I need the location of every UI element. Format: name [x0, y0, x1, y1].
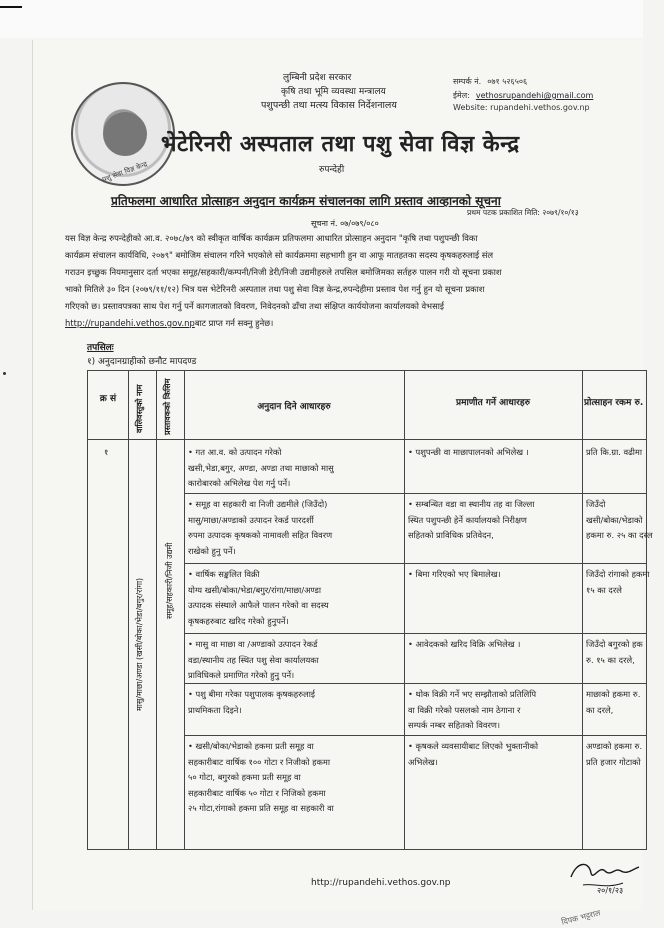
- paragraph-line: यस विज्ञ केन्द्र रुपन्देहीको आ.व. २०७८/७९ को स्वीकृत वार्षिक कार्यक्रम प्रतिफलमा आधारित प्रोत्साहन अनुदान "कृषि तथा पशुपन्छी विका: [65, 233, 478, 243]
- evidence-cell: [408, 497, 580, 544]
- table-header-divider: [88, 439, 646, 440]
- header-amount: प्रोत्साहन रकम रु.: [584, 398, 644, 408]
- signature-stamp: दिपक भट्टराल: [560, 908, 602, 927]
- paragraph-link-line: [65, 315, 644, 332]
- office-district: रुपन्देही: [319, 165, 345, 175]
- criteria-cell: [188, 497, 402, 559]
- office-seal-logo: [71, 82, 175, 186]
- amount-cell: [586, 497, 653, 544]
- criteria-cell: [188, 687, 402, 718]
- beneficiary-value: समूह/सहकारी/निजी उद्यमी: [165, 542, 174, 619]
- header-ministry: कृषि तथा भूमि व्यवस्था मन्त्रालय: [281, 87, 386, 97]
- commodity-value: मासु/माछा/अण्डा (खसी/बोका/भेडा/बगुर/रांगा): [135, 577, 144, 711]
- criteria-cell-line: कारोबारको अभिलेख पेश गर्नु पर्ने।: [188, 478, 291, 488]
- contact-email-label: ईमेल:: [453, 91, 470, 100]
- header-commodity: वालिवस्तुको नाम: [135, 384, 144, 433]
- table-divider: [404, 371, 405, 849]
- table-divider: [184, 371, 185, 849]
- evidence-cell: [408, 637, 580, 653]
- evidence-cell-line: अभिलेख।: [408, 756, 438, 767]
- first-published-date: प्रथम पटक प्रकाशित मिति: २०७९/१०/१३: [467, 208, 579, 217]
- amount-cell: [586, 637, 648, 668]
- criteria-cell-line: • मासु वा माछा वा /अण्डाको उत्पादन रेकर्ड: [188, 639, 318, 649]
- evidence-cell-line: • सम्बन्धित वडा वा स्थानीय तह वा जिल्ला: [408, 499, 535, 509]
- table-divider: [156, 371, 157, 849]
- criteria-cell-line: • खसी/बोका/भेडाको हकमा प्रती समूह वा: [188, 741, 314, 751]
- evidence-cell-line: • थोक विक्री गर्ने भए सम्झौताको प्रतिलिपि: [408, 689, 537, 699]
- criteria-cell-line: सहकारीबाट वार्षिक ५० गोटा र निजिको हकमा: [188, 787, 326, 798]
- evidence-cell: [408, 445, 580, 461]
- criteria-cell-line: खसी,भेडा,बगुर, अण्डा, अण्डा तथा माछाको मासु: [188, 462, 334, 473]
- criteria-cell-line: • समूह वा सहकारी वा निजी उद्यमीले (जिउँदो): [188, 499, 328, 509]
- row-divider: [184, 493, 646, 494]
- criteria-cell-line: प्राथमिकता दिइने।: [188, 704, 242, 715]
- criteria-cell-line: ५० गोटा, बगुरको हकमा प्रती समूह वा: [188, 772, 301, 782]
- evidence-cell-line: • बिमा गरिएको भए बिमालेख।: [408, 569, 501, 579]
- document-page: [32, 40, 653, 927]
- header-criteria: अनुदान दिने आधारहरु: [257, 402, 331, 412]
- contact-phone: [453, 76, 527, 87]
- evidence-cell: [408, 687, 580, 734]
- scan-mark: [0, 6, 22, 8]
- amount-cell-line: रु. १५ का दरले,: [586, 654, 635, 665]
- criteria-cell: [188, 567, 402, 629]
- row-divider: [184, 735, 646, 736]
- criteria-cell: [188, 637, 402, 684]
- table-divider: [128, 371, 129, 849]
- evidence-cell-line: सम्पर्क नम्बर सहितको विवरण।: [408, 720, 501, 730]
- criteria-cell-line: उत्पादक संस्थाले आफैले पालन गरेको वा सदस्य: [188, 600, 329, 610]
- header-beneficiary: प्रस्तावकको किसिम: [163, 378, 172, 435]
- evidence-cell-line: • पशुपन्छी वा माछापालनको अभिलेख ।: [408, 447, 529, 457]
- link-suffix: बाट प्राप्त गर्न सक्नु हुनेछ।: [194, 318, 274, 328]
- notice-ref-number: सूचना नं. ०७/०७९/०८०: [311, 219, 379, 228]
- amount-cell-line: खसी/बोका/भेडाको: [586, 514, 643, 525]
- sn-value: १: [104, 447, 109, 457]
- table-divider: [582, 371, 583, 849]
- evidence-cell-line: सहितको प्राविधिक प्रतिवेदन,: [408, 530, 494, 540]
- amount-cell-line: जिउँदो बगुरको हक: [586, 639, 643, 649]
- criteria-cell-line: • गत आ.व. को उत्पादन गरेको: [188, 447, 282, 457]
- criteria-cell-line: • वार्षिक सङ्कलित विक्री: [188, 569, 260, 579]
- evidence-cell: [408, 567, 580, 583]
- criteria-cell: [188, 445, 402, 492]
- scan-border: [0, 0, 643, 38]
- criteria-cell-line: २५ गोटा,रांगाको हकमा प्रति समूह वा सहकारी वा: [188, 803, 334, 813]
- criteria-cell-line: वडा/स्थानीय तह स्थित पशु सेवा कार्यालयका: [188, 654, 319, 665]
- seal-emblem-icon: [103, 112, 147, 156]
- row-divider: [184, 563, 646, 564]
- notice-paragraph: [65, 230, 644, 332]
- amount-cell-line: हकमा रु. २५ का दरल: [586, 530, 653, 540]
- evidence-cell-line: • आवेदकको खरिद विक्रि अभिलेख ।: [408, 639, 521, 649]
- criteria-cell-line: योग्य खसी/बोका/भेडा/बगुर/रांगा/माछा/अण्डा: [188, 584, 321, 595]
- criteria-cell-line: प्राविधिकले प्रमाणित गरेको हुनु पर्ने।: [188, 670, 295, 680]
- paragraph-line: गरिएको छ। प्रस्तावपत्रका साथ पेश गर्नु पर्ने कागजातको विवरण, निवेदनको ढाँचा तथा संक्षिप्त कार्ययोजना कार्यालयको वेभसाई: [65, 301, 445, 311]
- paragraph-line: कार्यक्रम संचालन कार्यविधि, २०७९" बमोजिम संचालन गरिने भएकोले सो कार्यक्रममा सहभागी हुन वा आफू मातहतका सदस्य कृषकहरुलाई संल: [65, 250, 494, 260]
- contact-phone-label: सम्पर्क नं.: [453, 77, 482, 86]
- criteria-cell-line: राखेको हुनु पर्ने।: [188, 545, 236, 556]
- criteria-cell-line: रुपमा उत्पादक कृषकको नामावली सहित विवरण: [188, 530, 333, 540]
- amount-cell-line: का दरले,: [586, 704, 614, 715]
- signature-image: [563, 855, 643, 895]
- amount-cell-line: जिउँदो: [586, 499, 606, 509]
- header-sn: क्र सं: [99, 394, 117, 404]
- header-directorate: पशुपन्छी तथा मत्स्य विकास निर्देशनालय: [261, 100, 397, 111]
- notice-title: प्रतिफलमा आधारित प्रोत्साहन अनुदान कार्यक्रम संचालनका लागि प्रस्ताव आव्हानको सूचना: [111, 194, 501, 208]
- evidence-cell-line: स्थित पशुपन्छी हेर्ने कार्यालयको निरीक्षण: [408, 514, 527, 525]
- amount-cell-line: माछाको हकमा रु.: [586, 689, 641, 699]
- paragraph-line: गराउन इच्छुक नियमानुसार दर्ता भएका समूह/सहकारी/कम्पनी/निजी डेरी/निजी उद्यमीहरुले तपसिल बमोजिमका सर्तहरु पालन गरी यो सूचना प्रकाश: [65, 267, 502, 277]
- amount-cell-line: प्रति हजार गोटाको: [586, 756, 641, 767]
- signature-date: २०/१/२३: [597, 886, 624, 895]
- header-evidence: प्रमाणीत गर्ने आधारहरु: [455, 398, 531, 408]
- evidence-cell-line: वा विक्री गरेको पसलको नाम ठेगाना र: [408, 704, 521, 715]
- footer-url[interactable]: http://rupandehi.vethos.gov.np: [311, 878, 451, 888]
- row-divider: [184, 633, 646, 634]
- criteria-table: [87, 370, 653, 850]
- office-title: भेटेरिनरी अस्पताल तथा पशु सेवा विज्ञ केन्द्र: [161, 131, 520, 157]
- amount-cell-line: अण्डाको हकमा रु.: [586, 741, 643, 751]
- amount-cell: [586, 739, 648, 770]
- criteria-cell: [188, 739, 402, 817]
- contact-email: [453, 90, 593, 101]
- paragraph-line: भाको मितिले ३० दिन (२०७९/११/१२) भित्र यस भेटेरिनरी अस्पताल तथा पशु सेवा विज्ञ केन्द्र,रुपन्देहीमा प्रस्ताव पेश गर्नु हुन यो सूचना प्रकाश: [65, 284, 485, 294]
- amount-cell-line: जिउँदो रांगाको हकमा: [586, 569, 650, 579]
- criteria-cell-line: कृषकहरुबाट खरिद गरेको हुनुपर्ने।: [188, 615, 289, 626]
- header-province: लुम्बिनी प्रदेश सरकार: [283, 73, 352, 83]
- criteria-cell-line: सहकारीबाट वार्षिक १०० गोटा र निजीको हकमा: [188, 756, 331, 767]
- criteria-cell-line: • पशु बीमा गरेका पशुपालक कृषकहरुलाई: [188, 689, 315, 699]
- evidence-cell-line: • कृषकले व्यवसायीबाट लिएको भुक्तानीको: [408, 741, 538, 751]
- contact-email-value[interactable]: vethosrupandehi@gmail.com: [475, 91, 594, 100]
- evidence-cell: [408, 739, 580, 770]
- scan-dot: [3, 372, 6, 375]
- amount-cell: [586, 445, 648, 461]
- amount-cell: [586, 687, 648, 718]
- contact-website[interactable]: Website: rupandehi.vethos.gov.np: [453, 103, 590, 112]
- amount-cell: [586, 567, 648, 598]
- amount-cell-line: प्रति कि.ग्रा. वढीमा: [586, 447, 643, 457]
- section-title: १) अनुदानग्राहीको छनौट मापदण्ड: [87, 357, 197, 367]
- contact-phone-value: ०७१ ५२६५०६: [487, 77, 528, 86]
- tapasil-heading: तपसिलः: [87, 343, 114, 353]
- amount-cell-line: १५ का दरले: [586, 584, 622, 595]
- criteria-cell-line: मासु/माछा/अण्डाको उत्पादन रेकर्ड पारदर्शी: [188, 514, 314, 525]
- website-link[interactable]: http://rupandehi.vethos.gov.np: [65, 318, 195, 328]
- seal-text: पशु सेवा विज्ञ केन्द्र: [101, 160, 149, 184]
